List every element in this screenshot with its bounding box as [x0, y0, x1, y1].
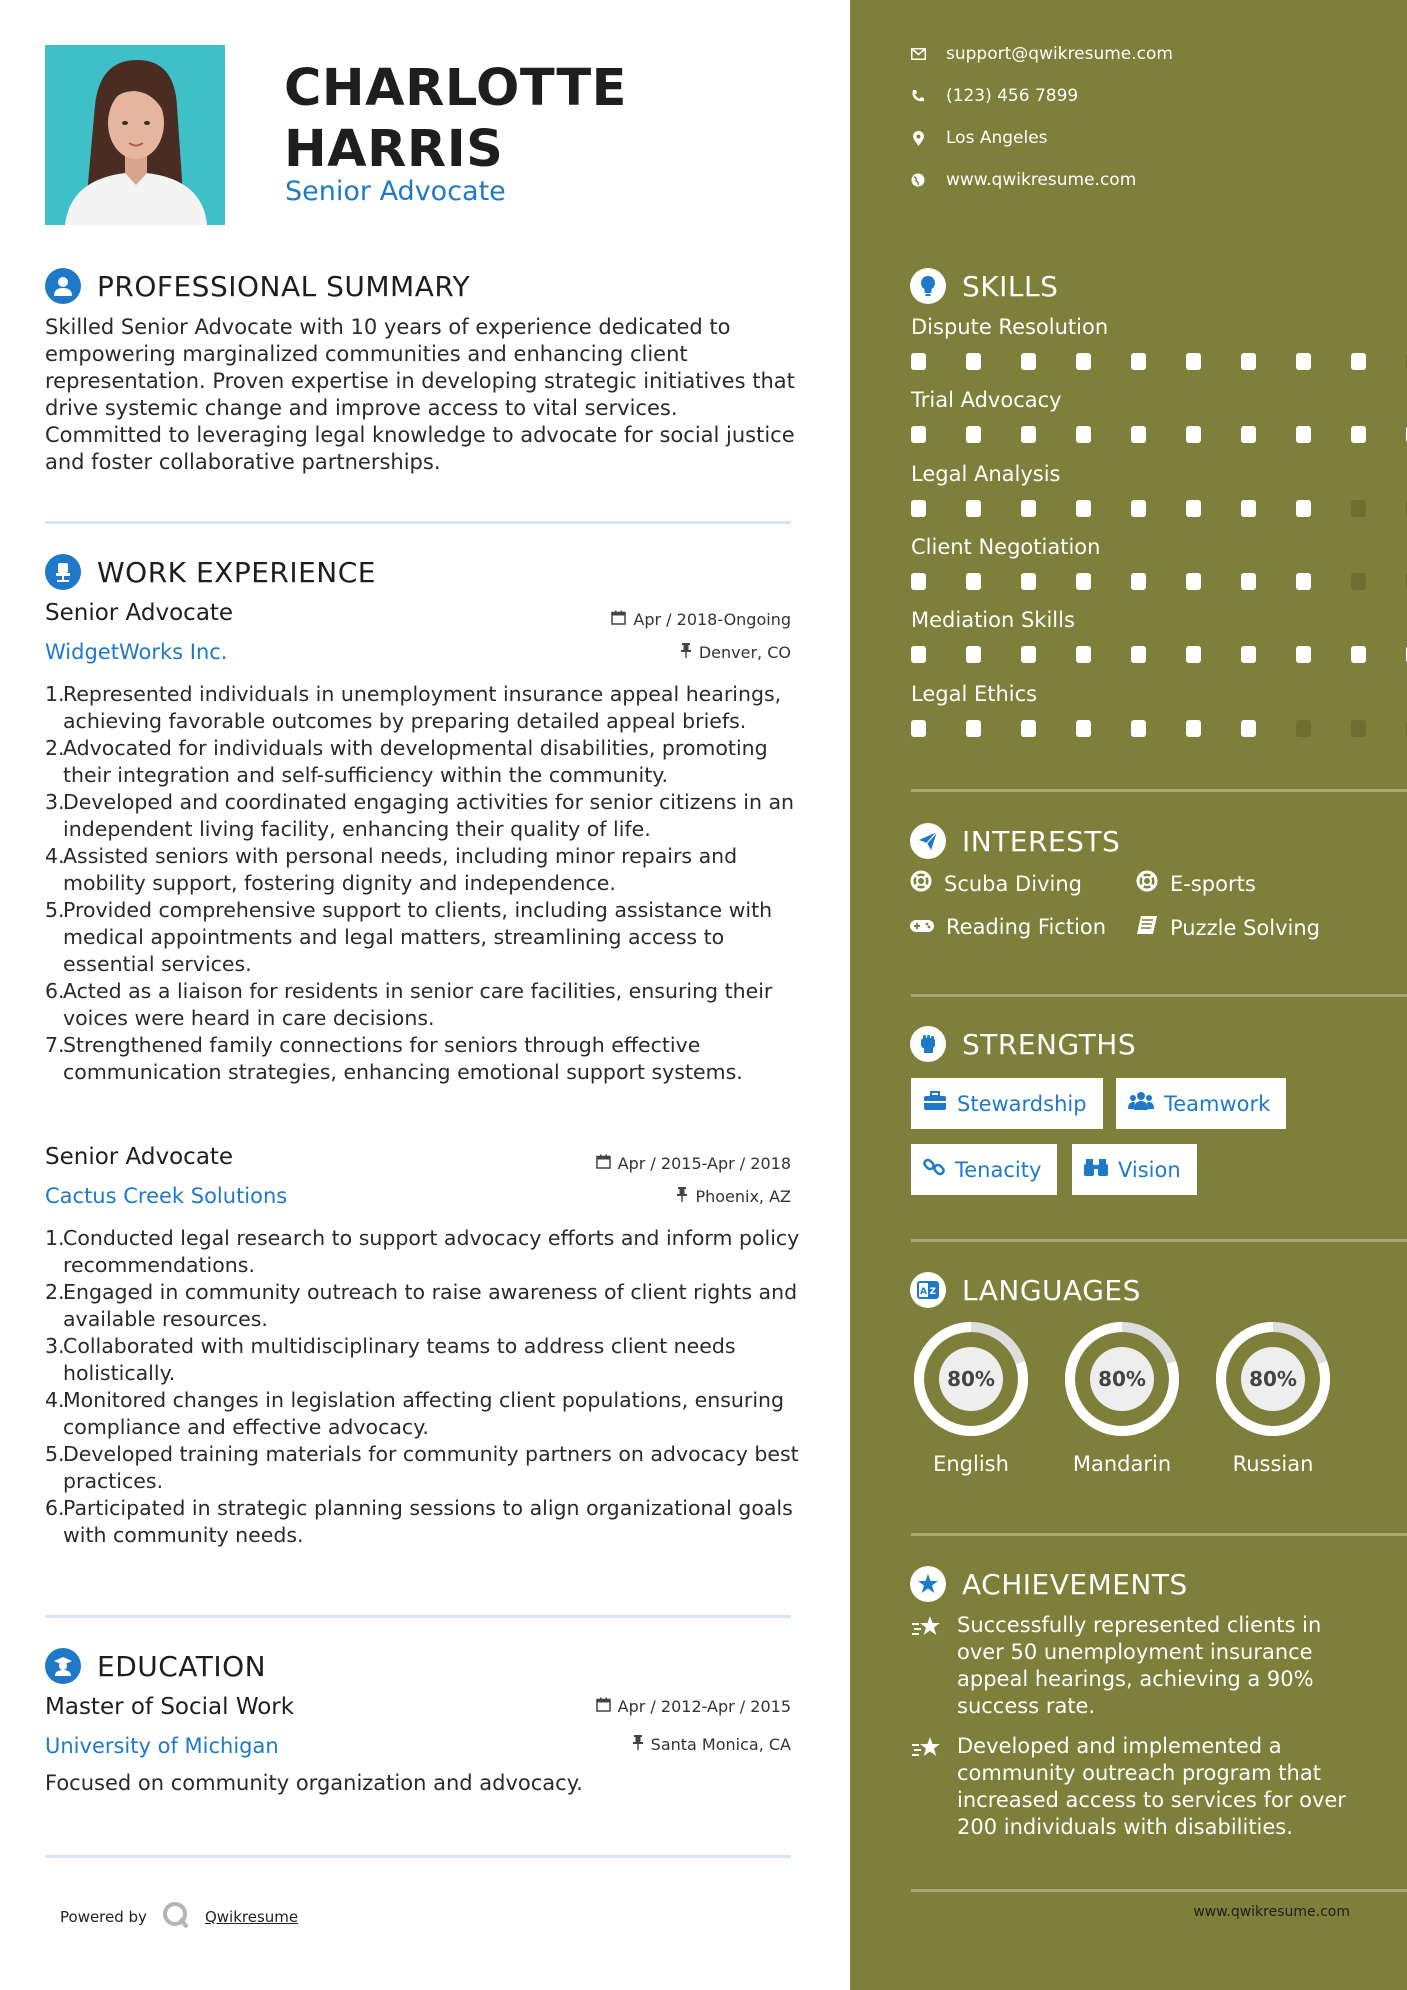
rating-dot-filled [1021, 426, 1036, 443]
rating-dot-filled [1021, 646, 1036, 663]
languages-heading [910, 1272, 1141, 1308]
rating-dot-filled [1076, 353, 1091, 370]
achievement-text: Successfully represented clients in over 50 unemployment insurance appeal hearings, achieving a 90% success rate. [957, 1613, 1322, 1718]
rating-dot-filled [1241, 720, 1256, 737]
list-item: 2. Advocated for individuals with developmental disabilities, promoting their integration and self-sufficiency within the community. [45, 736, 768, 787]
link-icon [923, 1156, 945, 1183]
rating-dot-filled [1131, 573, 1146, 590]
rating-dot-filled [1351, 646, 1366, 663]
language-percent: 80% [947, 1367, 995, 1391]
language-name: Mandarin [1072, 1452, 1172, 1476]
list-item: 5. Developed training materials for community partners on advocacy best practices. [45, 1442, 799, 1493]
translate-icon [910, 1272, 946, 1308]
language-gauge [1212, 1318, 1334, 1444]
summary-text: Skilled Senior Advocate with 10 years of experience dedicated to empowering marginalized communities and enhancing client representation. Proven expertise in developing strategic initiatives that drive systemic change and improve access to vital services. Committed to leveraging legal knowledge to advocate for social justice and foster collaborative partnerships. [45, 315, 795, 474]
rating-dot-filled [911, 426, 926, 443]
interest-label: Puzzle Solving [1170, 915, 1320, 940]
footer-website[interactable]: www.qwikresume.com [1193, 1904, 1350, 1920]
graduate-icon [45, 1648, 81, 1684]
interest-item [910, 870, 1082, 897]
rating-dot-filled [1186, 426, 1201, 443]
calendar-icon [611, 610, 626, 629]
svg-text:Z: Z [929, 1287, 937, 1297]
contact-location [910, 128, 1048, 148]
book-icon [1136, 915, 1158, 940]
skill-rating [911, 720, 1407, 737]
education-location-text: Santa Monica, CA [650, 1735, 791, 1754]
job-2-dates [491, 1154, 791, 1173]
rating-dot-empty [1351, 573, 1366, 590]
rating-dot-filled [1021, 573, 1036, 590]
job-1-company: WidgetWorks Inc. [45, 640, 228, 664]
experience-heading [45, 554, 376, 590]
sidebar [850, 0, 1407, 1990]
rating-dot-empty [1351, 720, 1366, 737]
rating-dot-filled [1241, 573, 1256, 590]
rating-dot-filled [1131, 646, 1146, 663]
skill-rating [911, 426, 1407, 443]
pin-icon [632, 1735, 644, 1754]
rating-dot-filled [1076, 500, 1091, 517]
degree: Master of Social Work [45, 1694, 295, 1720]
job-2-company: Cactus Creek Solutions [45, 1184, 288, 1208]
contact-email[interactable] [910, 44, 1173, 64]
interest-label: Reading Fiction [946, 915, 1107, 939]
rating-dot-filled [1296, 353, 1311, 370]
rating-dot-filled [1186, 500, 1201, 517]
rating-dot-filled [966, 720, 981, 737]
job-1-location [491, 643, 791, 662]
interest-label: E-sports [1170, 871, 1256, 896]
job-1-bullets [45, 681, 800, 1086]
achievement-item [911, 1733, 1371, 1841]
profile-photo [45, 45, 225, 225]
binoculars-icon [1084, 1157, 1108, 1182]
experience-title: WORK EXPERIENCE [97, 555, 376, 589]
list-item: 3. Collaborated with multidisciplinary teams to address client needs holistically. [45, 1334, 736, 1385]
education-heading [45, 1648, 266, 1684]
powered-by-text: Powered by [60, 1908, 147, 1926]
list-item: 6. Participated in strategic planning sessions to align organizational goals with community needs. [45, 1496, 793, 1547]
rating-dot-filled [966, 426, 981, 443]
rating-dot-filled [1241, 353, 1256, 370]
skill-name: Client Negotiation [911, 535, 1101, 559]
rating-dot-filled [911, 720, 926, 737]
rating-dot-filled [1076, 646, 1091, 663]
candidate-name [284, 58, 627, 180]
divider [911, 789, 1407, 792]
qwikresume-link[interactable]: Qwikresume [204, 1908, 299, 1926]
lightbulb-icon [910, 268, 946, 304]
job-2-location [491, 1187, 791, 1206]
name-first: CHARLOTTE [284, 59, 627, 118]
rating-dot-filled [1021, 353, 1036, 370]
achievements-heading [910, 1566, 1188, 1602]
language-ring [1061, 1318, 1183, 1440]
rating-dot-filled [966, 500, 981, 517]
briefcase-icon [923, 1091, 947, 1116]
list-item: 4. Assisted seniors with personal needs, including minor repairs and mobility support, fostering dignity and independence. [45, 844, 738, 895]
skill-name: Dispute Resolution [911, 315, 1109, 339]
rating-dot-filled [966, 353, 981, 370]
user-icon [45, 268, 81, 304]
rating-dot-filled [1241, 426, 1256, 443]
interest-label: Scuba Diving [944, 871, 1082, 896]
interests-title: INTERESTS [962, 824, 1121, 858]
contact-email-text: support@qwikresume.com [946, 44, 1173, 64]
summary-heading [45, 268, 470, 304]
job-1-dates [491, 610, 791, 629]
rating-dot-filled [1131, 353, 1146, 370]
job-1-location-text: Denver, CO [698, 643, 791, 662]
rating-dot-filled [1296, 426, 1311, 443]
strengths-title: STRENGTHS [962, 1027, 1137, 1061]
contact-phone-text: (123) 456 7899 [946, 86, 1079, 106]
divider [911, 1533, 1407, 1536]
skill-rating [911, 353, 1407, 370]
rating-dot-filled [1186, 720, 1201, 737]
rating-dot-filled [911, 646, 926, 663]
rating-dot-filled [1241, 646, 1256, 663]
divider [45, 1855, 791, 1858]
language-percent: 80% [1098, 1367, 1146, 1391]
strength-tag [911, 1144, 1057, 1195]
language-percent: 80% [1249, 1367, 1297, 1391]
skill-name: Trial Advocacy [911, 388, 1062, 412]
contact-phone[interactable] [910, 86, 1078, 106]
shooting-star-icon [911, 1614, 943, 1720]
globe-icon [910, 173, 926, 187]
language-gauge [910, 1318, 1032, 1444]
rating-dot-filled [966, 573, 981, 590]
powered-by [60, 1900, 298, 1934]
rating-dot-filled [1076, 426, 1091, 443]
fist-icon [910, 1026, 946, 1062]
paper-plane-icon [910, 823, 946, 859]
name-last: HARRIS [284, 120, 504, 179]
divider [45, 1615, 791, 1618]
job-2-dates-text: Apr / 2015-Apr / 2018 [617, 1154, 791, 1173]
map-marker-icon [910, 131, 926, 146]
rating-dot-filled [1021, 720, 1036, 737]
office-chair-icon [45, 554, 81, 590]
envelope-icon [910, 48, 926, 60]
rating-dot-filled [911, 500, 926, 517]
skills-title: SKILLS [962, 269, 1059, 303]
calendar-icon [596, 1697, 611, 1716]
star-icon [910, 1566, 946, 1602]
rating-dot-filled [1241, 500, 1256, 517]
interests-heading [910, 823, 1120, 859]
language-name: Russian [1232, 1452, 1314, 1476]
language-ring [910, 1318, 1032, 1440]
achievement-text: Developed and implemented a community outreach program that increased access to services for over 200 individuals with disabilities. [957, 1734, 1346, 1839]
strength-tag [1072, 1144, 1197, 1195]
rating-dot-filled [1186, 353, 1201, 370]
language-name: English [933, 1452, 1009, 1476]
svg-text:A: A [920, 1287, 927, 1297]
rating-dot-empty [1296, 720, 1311, 737]
rating-dot-filled [1076, 720, 1091, 737]
skill-name: Mediation Skills [911, 608, 1075, 632]
education-dates-text: Apr / 2012-Apr / 2015 [617, 1697, 791, 1716]
phone-icon [910, 89, 926, 103]
rating-dot-filled [1296, 646, 1311, 663]
strength-label: Teamwork [1164, 1091, 1271, 1116]
skill-rating [911, 500, 1407, 517]
rating-dot-filled [1131, 720, 1146, 737]
rating-dot-filled [1351, 353, 1366, 370]
education-dates [491, 1697, 791, 1716]
job-2-title: Senior Advocate [45, 1144, 234, 1170]
skill-name: Legal Ethics [911, 682, 1038, 706]
strength-label: Vision [1118, 1157, 1181, 1182]
education-description: Focused on community organization and advocacy. [45, 1771, 583, 1795]
rating-dot-filled [1021, 500, 1036, 517]
list-item: 7. Strengthened family connections for seniors through effective communication strategies, enhancing emotional support systems. [45, 1033, 743, 1084]
strength-tag [1116, 1078, 1286, 1129]
divider [45, 521, 791, 524]
list-item: 3. Developed and coordinated engaging activities for senior citizens in an independent living facility, enhancing their quality of life. [45, 790, 795, 841]
achievements-title: ACHIEVEMENTS [962, 1567, 1188, 1601]
language-ring [1212, 1318, 1334, 1440]
lifebuoy-icon [1136, 870, 1158, 897]
contact-website[interactable] [910, 170, 1136, 190]
rating-dot-filled [1131, 500, 1146, 517]
list-item: 1. Represented individuals in unemployment insurance appeal hearings, achieving favorable outcomes by preparing detailed appeal briefs. [45, 682, 782, 733]
skill-name: Legal Analysis [911, 462, 1061, 486]
contact-website-text: www.qwikresume.com [946, 170, 1137, 190]
pin-icon [680, 643, 692, 662]
lifebuoy-icon [910, 870, 932, 897]
skill-rating [911, 646, 1407, 663]
rating-dot-filled [911, 573, 926, 590]
contact-location-text: Los Angeles [946, 128, 1048, 148]
skill-rating [911, 573, 1407, 590]
rating-dot-empty [1351, 500, 1366, 517]
job-2-location-text: Phoenix, AZ [695, 1187, 791, 1206]
interest-item [1136, 870, 1256, 897]
pin-icon [676, 1187, 688, 1206]
rating-dot-filled [1296, 500, 1311, 517]
calendar-icon [596, 1154, 611, 1173]
rating-dot-filled [1351, 426, 1366, 443]
summary-title: PROFESSIONAL SUMMARY [97, 269, 471, 303]
job-title-header: Senior Advocate [285, 176, 506, 207]
list-item: 6. Acted as a liaison for residents in senior care facilities, ensuring their voices were heard in care decisions. [45, 979, 773, 1030]
job-1-dates-text: Apr / 2018-Ongoing [633, 610, 791, 629]
achievement-item [911, 1612, 1371, 1720]
strengths-heading [910, 1026, 1136, 1062]
shooting-star-icon [911, 1735, 943, 1841]
education-title: EDUCATION [97, 1649, 267, 1683]
strength-label: Stewardship [957, 1091, 1087, 1116]
list-item: 1. Conducted legal research to support advocacy efforts and inform policy recommendations. [45, 1226, 800, 1277]
qwikresume-logo-icon [161, 1900, 191, 1934]
gamepad-icon [910, 915, 934, 939]
list-item: 5. Provided comprehensive support to clients, including assistance with medical appointments and legal matters, streamlining access to essential services. [45, 898, 773, 976]
rating-dot-filled [1076, 573, 1091, 590]
strength-tag [911, 1078, 1103, 1129]
rating-dot-filled [911, 353, 926, 370]
education-location [491, 1735, 791, 1754]
divider [911, 1239, 1407, 1242]
users-icon [1128, 1091, 1154, 1116]
list-item: 4. Monitored changes in legislation affecting client populations, ensuring compliance and effective advocacy. [45, 1388, 785, 1439]
rating-dot-filled [1131, 426, 1146, 443]
rating-dot-filled [1186, 573, 1201, 590]
language-gauge [1061, 1318, 1183, 1444]
skills-heading [910, 268, 1058, 304]
list-item: 2. Engaged in community outreach to raise awareness of client rights and available resources. [45, 1280, 798, 1331]
interest-item [1136, 915, 1320, 940]
job-2-bullets [45, 1225, 800, 1549]
rating-dot-filled [966, 646, 981, 663]
school: University of Michigan [45, 1734, 279, 1758]
interest-item [910, 915, 1106, 939]
strength-label: Tenacity [955, 1157, 1042, 1182]
languages-title: LANGUAGES [962, 1273, 1141, 1307]
rating-dot-filled [1186, 646, 1201, 663]
rating-dot-filled [1296, 573, 1311, 590]
divider [911, 994, 1407, 997]
divider [911, 1889, 1407, 1892]
job-1-title: Senior Advocate [45, 600, 234, 626]
